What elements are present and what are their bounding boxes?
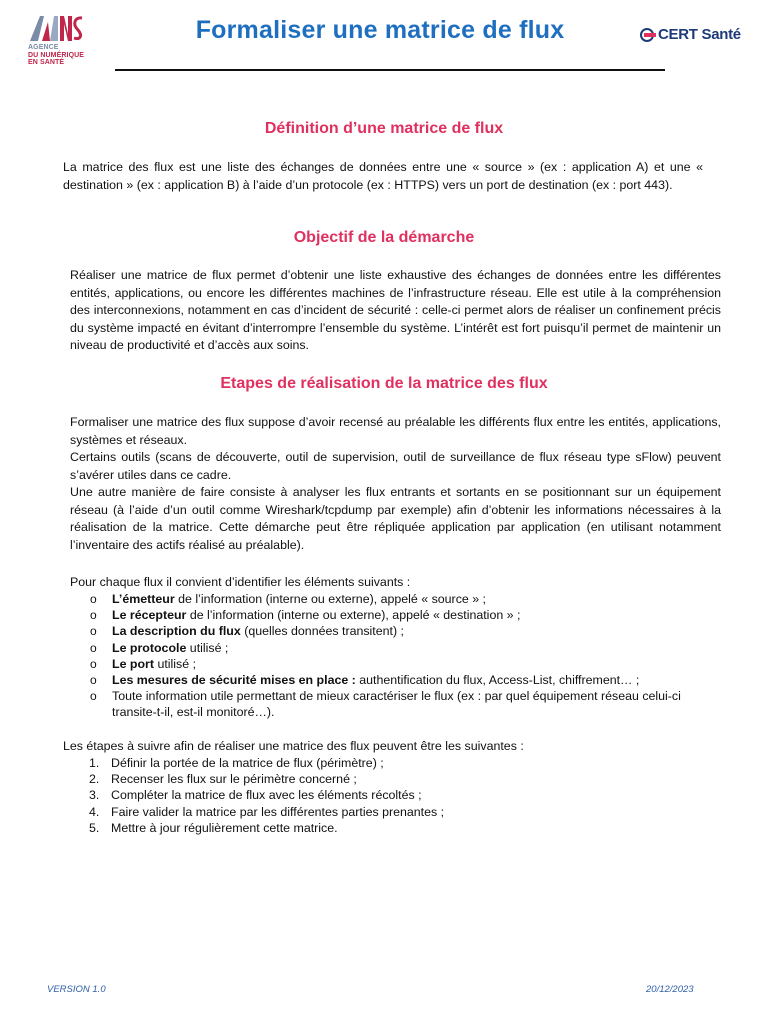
elements-list xyxy=(90,591,721,721)
steps-list xyxy=(89,755,721,836)
list-item: o Toute information utile permettant de mieux caractériser le flux (ex : par quel équipement réseau celui-ci transite-t-il, est-il monitoré…). xyxy=(90,688,721,720)
list-item: o La description du flux (quelles données transitent) ; xyxy=(90,623,721,639)
list-item: o L’émetteur de l’information (interne ou externe), appelé « source » ; xyxy=(90,591,721,607)
cert-sante-logo xyxy=(640,26,750,46)
steps-list-intro: Les étapes à suivre afin de réaliser une matrice des flux peuvent être les suivantes : xyxy=(63,739,524,753)
ans-logo-line: DU NUMÉRIQUE xyxy=(28,51,85,59)
objectif-paragraph: Réaliser une matrice de flux permet d’obtenir une liste exhaustive des échanges de données entre les différentes entités, applications, ou encore les différentes machines de l’infrastructure réseau. Elle est utile à la compréhension des interconnexions, notamment en cas d’incident de sécurité : celle-ci permet alors de réaliser un confinement précis du système impacté en évitant d’interrompre l’ensemble du système. L’intérêt est fort puisqu’il permet de maintenir un niveau de productivité et d’accès aux soins. xyxy=(70,268,721,352)
ans-logo-line: EN SANTÉ xyxy=(28,59,65,66)
cert-logo-mark-icon xyxy=(640,28,656,42)
list-item: 5. Mettre à jour régulièrement cette matrice. xyxy=(89,820,338,835)
list-item: o Les mesures de sécurité mises en place : authentification du flux, Access-List, chiffrement… ; xyxy=(90,672,721,688)
list-item: o Le protocole utilisé ; xyxy=(90,640,721,656)
etapes-paragraph-2: Certains outils (scans de découverte, outil de supervision, outil de surveillance de flux réseau type sFlow) peuvent s’avérer utiles dans ce cadre. xyxy=(70,450,721,482)
title-divider xyxy=(115,69,665,71)
list-item: 3. Compléter la matrice de flux avec les éléments récoltés ; xyxy=(89,788,422,803)
ans-logo-mark-icon xyxy=(28,14,84,42)
list-item: o Le récepteur de l’information (interne ou externe), appelé « destination » ; xyxy=(90,607,721,623)
ans-logo-text xyxy=(28,44,84,67)
list-item: o Le port utilisé ; xyxy=(90,656,721,672)
section-heading-etapes: Etapes de réalisation de la matrice des flux xyxy=(220,375,548,392)
elements-list-intro: Pour chaque flux il convient d’identifier les éléments suivants : xyxy=(70,575,411,589)
section-heading-definition: Définition d’une matrice de flux xyxy=(264,120,504,137)
page-header xyxy=(0,0,768,80)
section-heading-objectif: Objectif de la démarche xyxy=(293,229,475,246)
ans-logo-line: AGENCE xyxy=(28,44,59,51)
page-title: Formaliser une matrice de flux xyxy=(195,16,565,44)
list-item: 1. Définir la portée de la matrice de flux (périmètre) ; xyxy=(89,756,384,770)
cert-logo-text: CERT Santé xyxy=(658,26,741,43)
list-item: 2. Recenser les flux sur le périmètre concerné ; xyxy=(89,772,357,787)
ans-logo xyxy=(28,14,98,70)
footer-date: 20/12/2023 xyxy=(646,984,694,995)
etapes-paragraph-3: Une autre manière de faire consiste à analyser les flux entrants et sortants en se positionnant sur un équipement réseau (à l’aide d’un outil comme Wireshark/tcpdump par exemple) afin d’obtenir les informations nécessaires à la réalisation de la matrice. Cette démarche peut être répliquée application par application (en utilisant notamment l’inventaire des actifs réalisé au préalable). xyxy=(70,485,721,552)
etapes-paragraph-1: Formaliser une matrice des flux suppose d’avoir recensé au préalable les différents flux entre les entités, applications, systèmes et réseaux. xyxy=(70,415,721,447)
footer-version: VERSION 1.0 xyxy=(47,984,106,995)
definition-paragraph: La matrice des flux est une liste des échanges de données entre une « source » (ex : application A) et une « destination » (ex : application B) à l’aide d’un protocole (ex : HTTPS) vers un port de destination (ex : port 443). xyxy=(63,160,703,192)
list-item: 4. Faire valider la matrice par les différentes parties prenantes ; xyxy=(89,804,445,819)
